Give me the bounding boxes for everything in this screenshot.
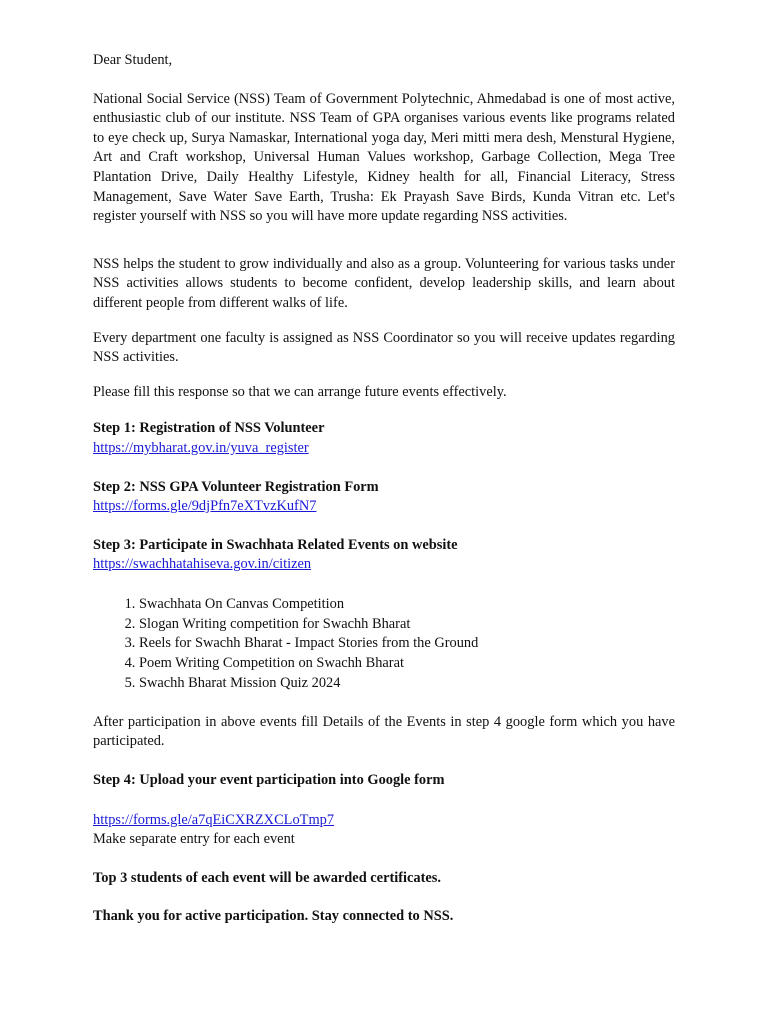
greeting: Dear Student,	[93, 52, 173, 68]
step-1-title: Step 1: Registration of NSS Volunteer	[93, 420, 325, 437]
step-4-section	[93, 771, 675, 850]
step-3-title: Step 3: Participate in Swachhata Related Events on website	[93, 536, 458, 553]
step-2-link[interactable]: https://forms.gle/9djPfn7eXTvzKufN7	[93, 498, 317, 515]
awards-statement: Top 3 students of each event will be awarded certificates.	[93, 869, 442, 886]
thanks-statement: Thank you for active participation. Stay connected to NSS.	[93, 908, 454, 925]
step-3-link[interactable]: https://swachhatahiseva.gov.in/citizen	[93, 556, 312, 573]
event-list-item: 5. Swachh Bharat Mission Quiz 2024	[139, 674, 675, 694]
event-list-item: 3. Reels for Swachh Bharat - Impact Stories from the Ground	[139, 634, 675, 654]
step-4-note: Make separate entry for each event	[93, 831, 295, 848]
letter-page	[93, 51, 675, 927]
event-list-item: 2. Slogan Writing competition for Swachh Bharat	[139, 615, 675, 635]
request-paragraph: Please fill this response so that we can arrange future events effectively.	[93, 383, 507, 400]
event-list-item: 4. Poem Writing Competition on Swachh Bharat	[139, 654, 675, 674]
step-3-section	[93, 536, 675, 752]
event-list-item: 1. Swachhata On Canvas Competition	[139, 595, 675, 615]
coordinator-paragraph: Every department one faculty is assigned as NSS Coordinator so you will receive updates regarding NSS activities.	[93, 329, 675, 366]
step-4-title: Step 4: Upload your event participation into Google form	[93, 772, 445, 789]
step-1-link[interactable]: https://mybharat.gov.in/yuva_register	[93, 439, 309, 456]
step-1-section	[93, 419, 675, 458]
event-list	[93, 595, 675, 694]
step-4-link[interactable]: https://forms.gle/a7qEiCXRZXCLoTmp7	[93, 811, 335, 828]
step-2-section	[93, 478, 675, 517]
step-2-title: Step 2: NSS GPA Volunteer Registration Form	[93, 478, 379, 495]
after-participation-note: After participation in above events fill Details of the Events in step 4 google form which you have participated.	[93, 713, 675, 750]
intro-paragraph: National Social Service (NSS) Team of Government Polytechnic, Ahmedabad is one of most active, enthusiastic club of our institute. NSS Team of GPA organises various events like programs related to eye check up, Surya Namaskar, International yoga day, Meri mitti mera desh, Menstural Hygiene, Art and Craft workshop, Universal Human Values workshop, Garbage Collection, Mega Tree Plantation Drive, Daily Healthy Lifestyle, Kidney health for all, Financial Literacy, Stress Management, Save Water Save Earth, Trusha: Ek Prayash Save Birds, Kunda Vitran etc. Let's register yourself with NSS so you will have more update regarding NSS activities.	[93, 90, 675, 225]
benefits-paragraph: NSS helps the student to grow individually and also as a group. Volunteering for various tasks under NSS activities allows students to become confident, develop leadership skills, and learn about different people from different walks of life.	[93, 255, 675, 311]
